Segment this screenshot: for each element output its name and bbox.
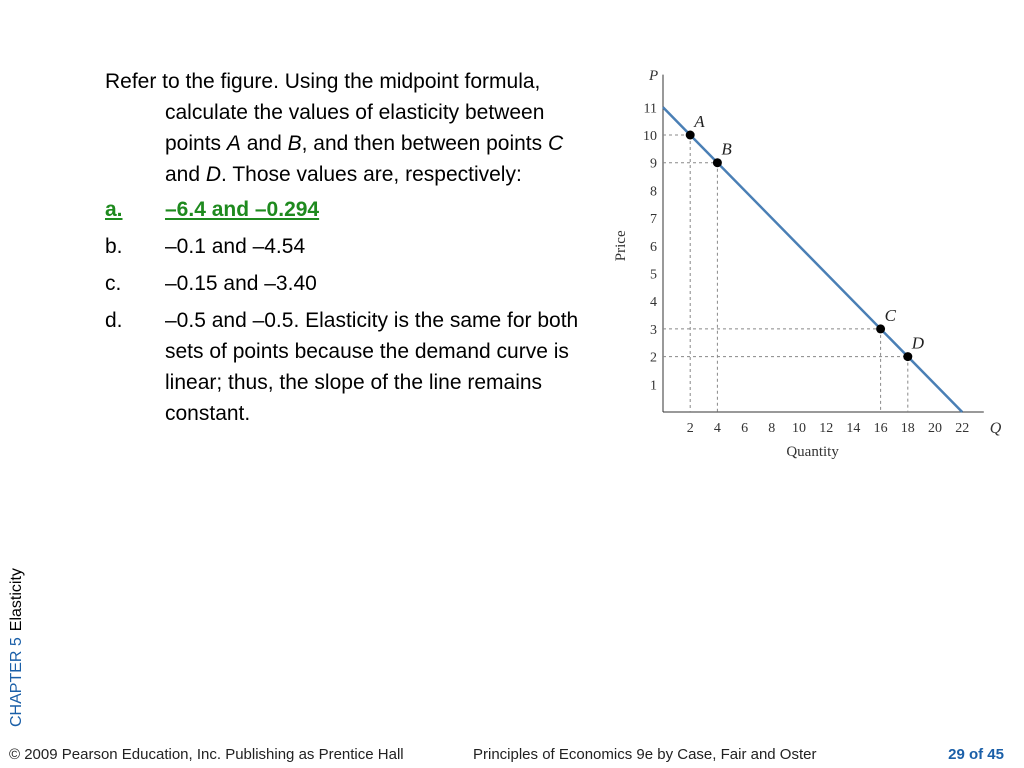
question-block: [105, 66, 595, 435]
option-text: –0.5 and –0.5. Elasticity is the same for both sets of points because the demand curve is linear; thus, the slope of the line remains constant.: [165, 309, 579, 425]
option-letter: d.: [105, 309, 123, 332]
chapter-topic: Elasticity: [8, 568, 25, 632]
point-label-c: C: [884, 305, 896, 325]
stem-point-c: C: [547, 132, 564, 155]
chapter-sidebar: [8, 517, 26, 727]
option-text: –0.1 and –4.54: [165, 235, 306, 258]
stem-text: , and then between points: [301, 132, 548, 155]
y-tick-label: 4: [650, 295, 657, 311]
y-tick-label: 1: [650, 378, 657, 394]
y-axis-letter: P: [649, 68, 659, 84]
x-tick-label: 12: [819, 421, 834, 436]
point-d: [903, 352, 912, 361]
stem-text: . Those values are, respectively:: [221, 163, 522, 186]
chapter-label: CHAPTER 5: [8, 637, 25, 727]
y-tick-label: 8: [650, 184, 657, 200]
copyright-text: © 2009 Pearson Education, Inc. Publishing as Prentice Hall: [9, 746, 404, 763]
point-label-d: D: [911, 333, 925, 353]
y-tick-label: 7: [650, 212, 657, 228]
option-letter: b.: [105, 235, 123, 258]
option-a[interactable]: [105, 194, 595, 225]
y-tick-label: 2: [650, 350, 657, 366]
x-tick-label: 16: [873, 421, 888, 436]
stem-point-a: A: [226, 132, 241, 155]
x-tick-label: 6: [741, 421, 749, 436]
y-tick-label: 10: [643, 129, 657, 144]
x-tick-label: 10: [792, 421, 806, 436]
y-axis-label: Price: [613, 230, 629, 262]
footer: [0, 746, 1024, 766]
x-tick-label: 18: [900, 421, 915, 436]
stem-text: and: [165, 163, 206, 186]
x-axis-label: Quantity: [786, 444, 839, 460]
y-tick-label: 9: [650, 156, 657, 172]
x-axis-letter: Q: [989, 420, 1002, 437]
point-c: [876, 324, 885, 333]
option-text: –0.15 and –3.40: [165, 272, 317, 295]
option-letter: c.: [105, 272, 122, 295]
point-a: [686, 131, 695, 140]
book-title: Principles of Economics 9e by Case, Fair and Oster: [473, 746, 817, 763]
demand-line: [663, 107, 962, 412]
x-tick-label: 4: [713, 421, 721, 436]
x-tick-label: 14: [846, 421, 861, 436]
y-tick-label: 6: [650, 239, 657, 255]
stem-point-d: D: [205, 163, 222, 186]
y-tick-label: 11: [643, 101, 657, 117]
point-b: [713, 158, 722, 167]
demand-curve-chart: [600, 60, 1015, 470]
page-number: 29 of 45: [948, 746, 1004, 763]
stem-text: and: [240, 132, 288, 155]
question-stem: [105, 66, 595, 190]
y-tick-label: 5: [650, 267, 657, 283]
stem-point-b: B: [287, 132, 302, 155]
option-d[interactable]: [105, 305, 595, 429]
x-tick-label: 22: [955, 421, 970, 436]
x-tick-label: 20: [928, 421, 942, 436]
option-b[interactable]: [105, 231, 595, 262]
option-letter: a.: [105, 198, 123, 221]
x-tick-label: 8: [768, 421, 776, 436]
x-tick-label: 2: [686, 421, 694, 436]
point-label-b: B: [721, 139, 732, 159]
option-c[interactable]: [105, 268, 595, 299]
option-text: –6.4 and –0.294: [165, 198, 320, 221]
stem-text: Refer to the figure. Using the midpoint formula, calculate the values of elasticity between points: [105, 70, 545, 155]
y-tick-label: 3: [650, 322, 657, 338]
point-label-a: A: [694, 112, 705, 131]
